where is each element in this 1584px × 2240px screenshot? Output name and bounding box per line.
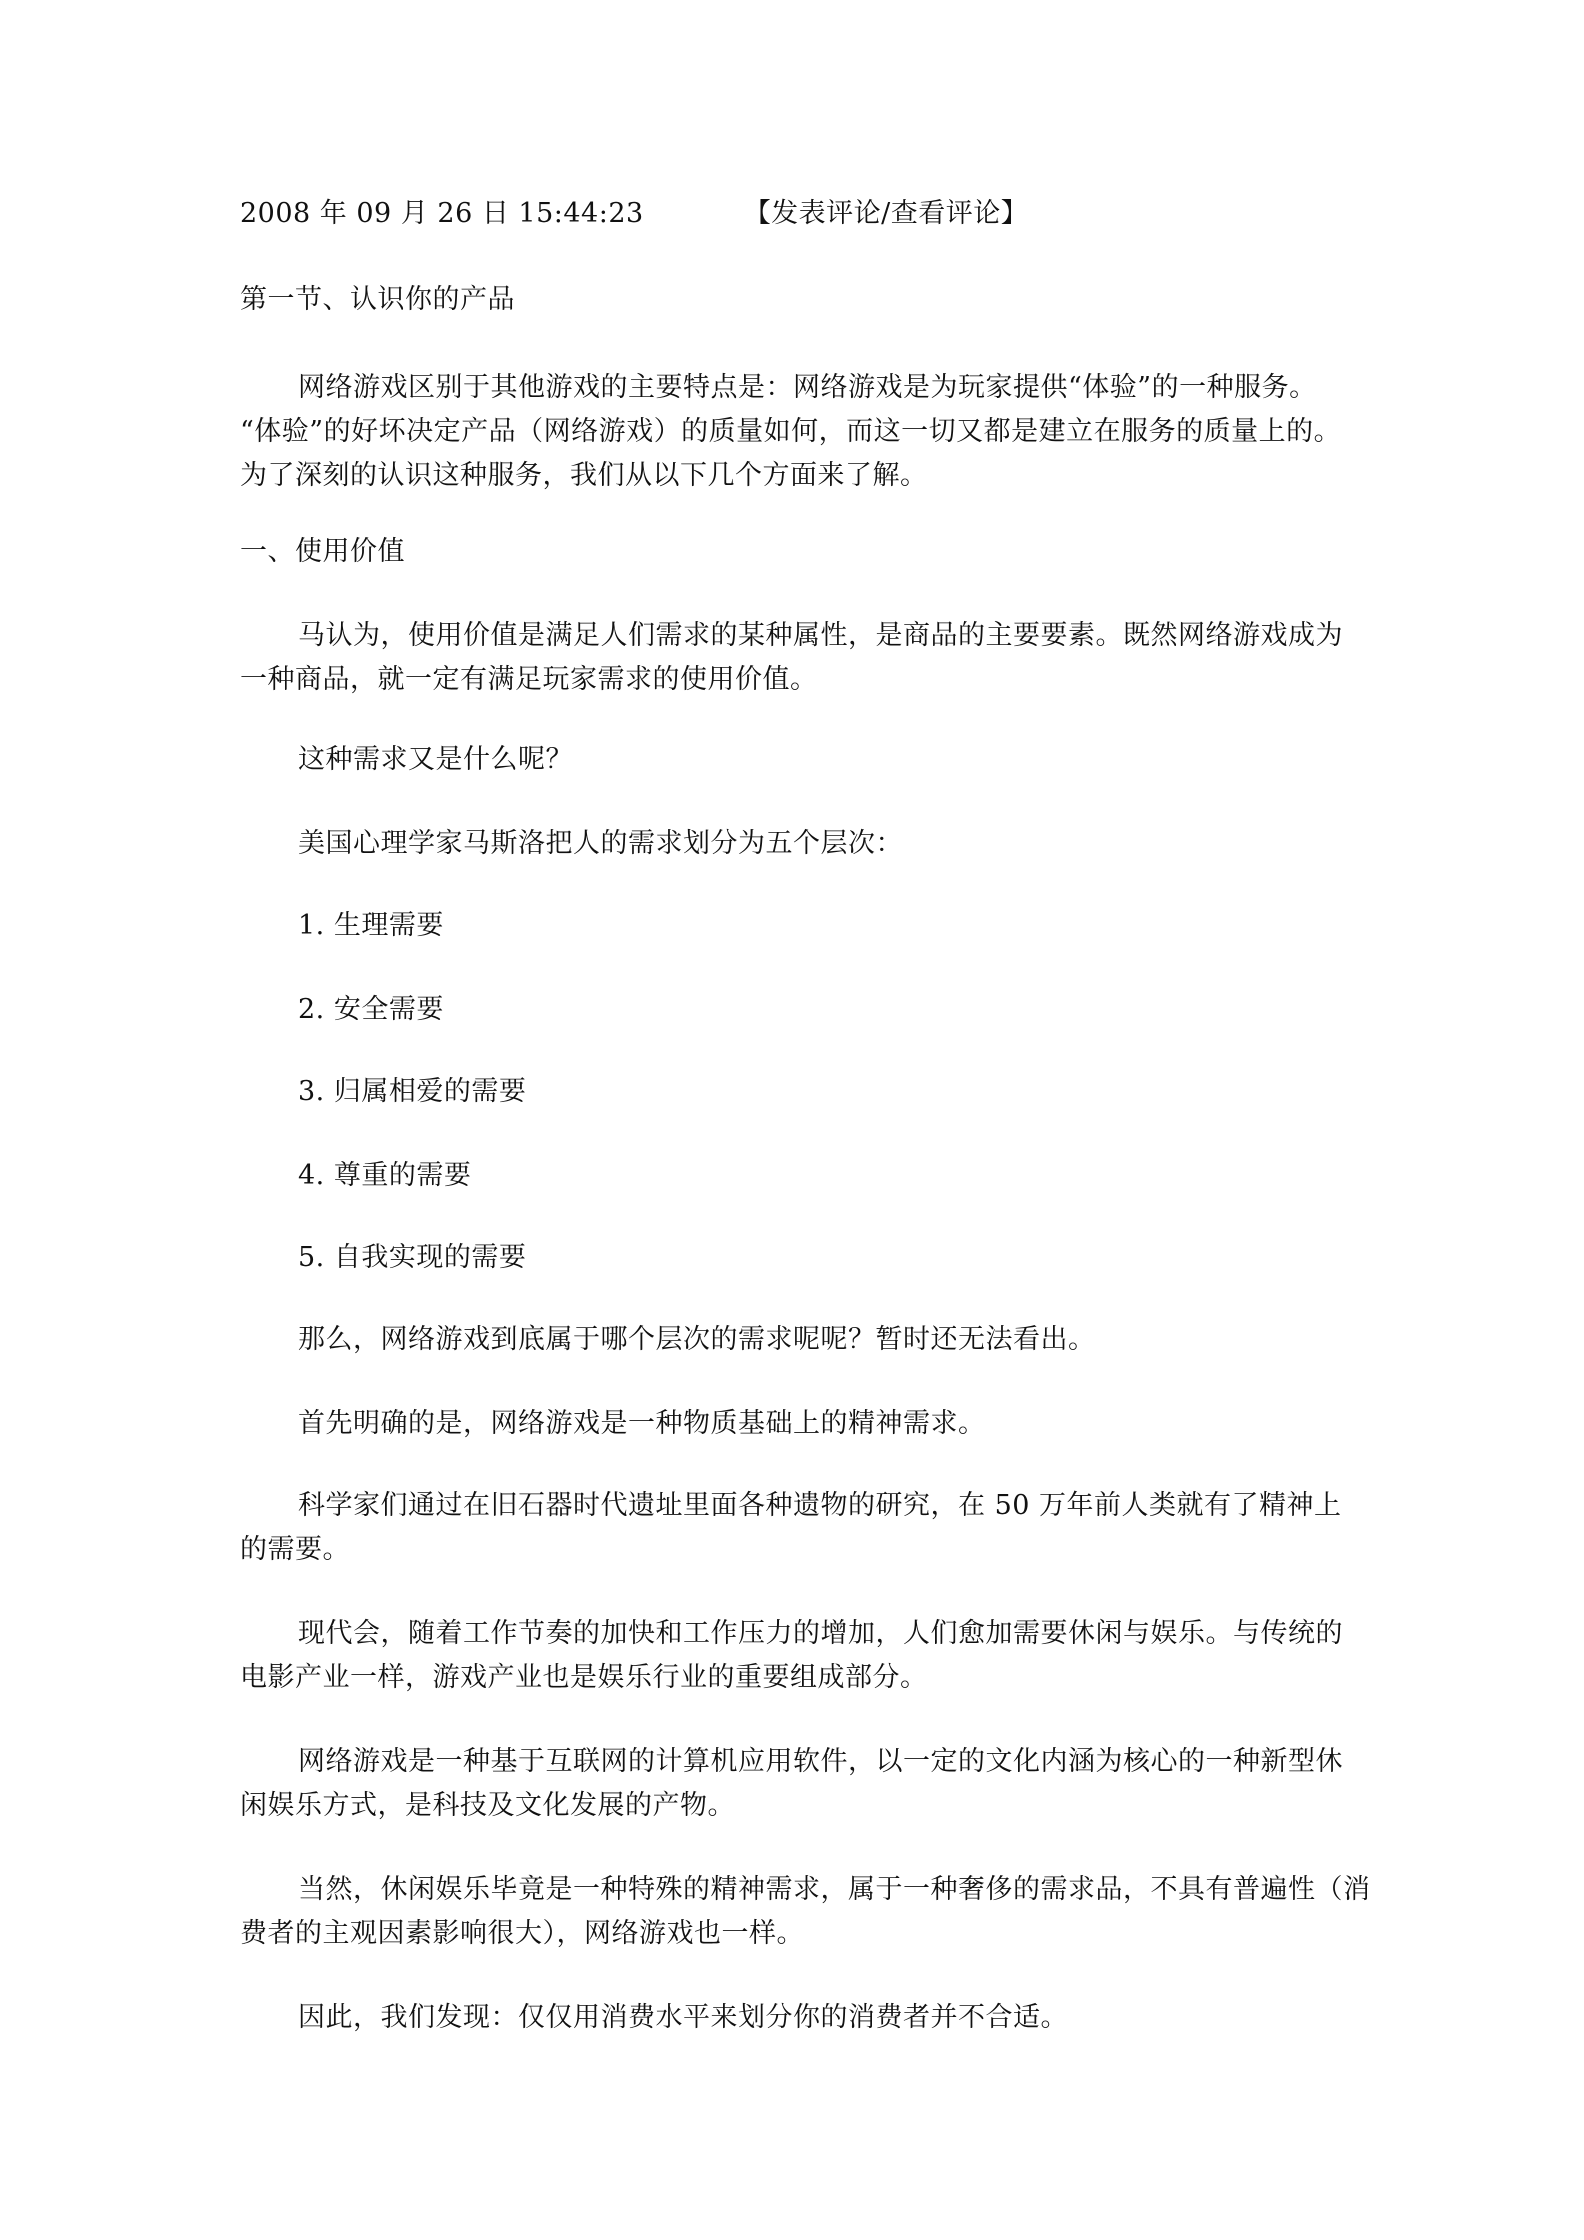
paragraph-1-line-1: 马认为，使用价值是满足人们需求的某种属性，是商品的主要要素。既然网络游戏成为 xyxy=(298,620,1343,651)
paragraph-7-line-2: 电影产业一样，游戏产业也是娱乐行业的重要组成部分。 xyxy=(240,1662,928,1693)
subsection-title: 一、使用价值 xyxy=(240,536,405,567)
intro-line-3: 为了深刻的认识这种服务，我们从以下几个方面来了解。 xyxy=(240,460,928,491)
paragraph-8-line-2: 闲娱乐方式，是科技及文化发展的产物。 xyxy=(240,1790,735,1821)
paragraph-9-line-1: 当然，休闲娱乐毕竟是一种特殊的精神需求，属于一种奢侈的需求品，不具有普遍性（消 xyxy=(298,1874,1371,1905)
paragraph-7-line-1: 现代会，随着工作节奏的加快和工作压力的增加，人们愈加需要休闲与娱乐。与传统的 xyxy=(298,1618,1343,1649)
paragraph-6-line-1: 科学家们通过在旧石器时代遗址里面各种遗物的研究，在 50 万年前人类就有了精神上 xyxy=(298,1490,1342,1521)
comment-link[interactable]: 【发表评论/查看评论】 xyxy=(743,198,1029,229)
paragraph-5: 首先明确的是，网络游戏是一种物质基础上的精神需求。 xyxy=(298,1408,986,1439)
paragraph-4: 那么，网络游戏到底属于哪个层次的需求呢呢？暂时还无法看出。 xyxy=(298,1324,1096,1355)
publish-datetime: 2008 年 09 月 26 日 15:44:23 xyxy=(240,198,644,229)
section-title: 第一节、认识你的产品 xyxy=(240,284,515,315)
paragraph-6-line-2: 的需要。 xyxy=(240,1534,350,1565)
paragraph-9-line-2: 费者的主观因素影响很大），网络游戏也一样。 xyxy=(240,1918,804,1949)
intro-line-2: “体验”的好坏决定产品（网络游戏）的质量如何，而这一切又都是建立在服务的质量上的。 xyxy=(240,416,1342,447)
need-item-4: 4. 尊重的需要 xyxy=(298,1160,472,1191)
paragraph-1-line-2: 一种商品，就一定有满足玩家需求的使用价值。 xyxy=(240,664,818,695)
need-item-5: 5. 自我实现的需要 xyxy=(298,1242,527,1273)
meta-line xyxy=(240,200,1028,227)
paragraph-8-line-1: 网络游戏是一种基于互联网的计算机应用软件，以一定的文化内涵为核心的一种新型休 xyxy=(298,1746,1343,1777)
need-item-1: 1. 生理需要 xyxy=(298,910,444,941)
intro-line-1: 网络游戏区别于其他游戏的主要特点是：网络游戏是为玩家提供“体验”的一种服务。 xyxy=(298,372,1317,403)
paragraph-2: 这种需求又是什么呢？ xyxy=(298,744,573,775)
paragraph-3: 美国心理学家马斯洛把人的需求划分为五个层次： xyxy=(298,828,903,859)
need-item-3: 3. 归属相爱的需要 xyxy=(298,1076,527,1107)
paragraph-10: 因此，我们发现：仅仅用消费水平来划分你的消费者并不合适。 xyxy=(298,2002,1068,2033)
need-item-2: 2. 安全需要 xyxy=(298,994,444,1025)
